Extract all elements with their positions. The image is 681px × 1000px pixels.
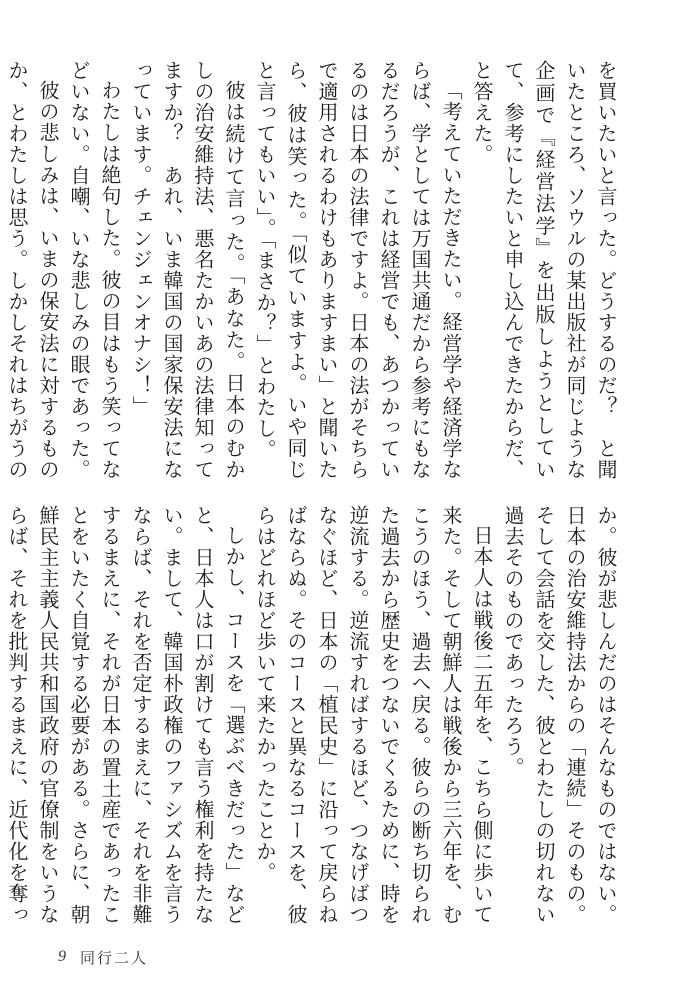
lower-text-block bbox=[5, 505, 621, 925]
paragraph: 日本人は戦後二五年を、こちら側に歩いて来た。そして朝鮮人は戦後から三六年を、むこうのほう、過去へ戻る。彼らの断ち切られた過去から歴史をつないでくるために、時を逆流する。逆流すればするほど、つなげばつなぐほど、日本の「植民史」に沿って戻らねばならぬ。そのコースと異なるコースを、彼らはどれほど歩いて来たかったことか。 bbox=[253, 505, 494, 925]
paragraph: か。彼が悲しんだのはそんなものではない。日本の治安維持法からの「連続」そのもの。そして会話を交した、彼とわたしの切れない過去そのものであったろう。 bbox=[501, 505, 618, 925]
paragraph: 彼は続けて言った。「あなた。日本のむかしの治安維持法、悪名たかいあの法律知ってますか？ あれ、いま韓国の国家保安法になっています。チェンジェンオナシ！」 bbox=[129, 60, 246, 480]
page-footer bbox=[58, 946, 148, 968]
page-number: 9 bbox=[58, 948, 66, 965]
paragraph: わたしは絶句した。彼の目はもう笑ってなどいない。自嘲、いな悲しみの眼であった。 bbox=[67, 60, 122, 480]
paragraph: しかし、コースを「選ぶべきだった」などと、日本人は口が割けても言う権利を持たない。まして、韓国朴政権のファシズムを言うならば、それを否定するまえに、それを非難するまえに、それが日本の置土産であったことをいたく自覚する必要がある。さらに、朝鮮民主主義人民共和国政府の官僚制をいうならば、それを批判するまえに、近代化を奪っ bbox=[5, 505, 246, 925]
upper-text-block bbox=[5, 60, 621, 480]
paragraph: 彼の悲しみは、いまの保安法に対するものか、とわたしは思う。しかしそれはちがうの bbox=[5, 60, 60, 480]
paragraph: 「考えていただきたい。経営学や経済学ならば、学としては万国共通だから参考にもなるだろうが、これは経営でも、あつかっているのは日本の法律ですよ。日本の法がそちらで適用されるわけもありますまい」と聞いたら、彼は笑った。「似ていますよ。いや同じと言ってもいい」。「まさか？」とわたし。 bbox=[253, 60, 463, 480]
paragraph: を買いたいと言った。どうするのだ？ と聞いたところ、ソウルの某出版社が同じような企画で『経営法学』を出版しようとしていて、参考にしたいと申し込んできたからだ、と答えた。 bbox=[470, 60, 618, 480]
running-head: 同行二人 bbox=[80, 948, 149, 967]
